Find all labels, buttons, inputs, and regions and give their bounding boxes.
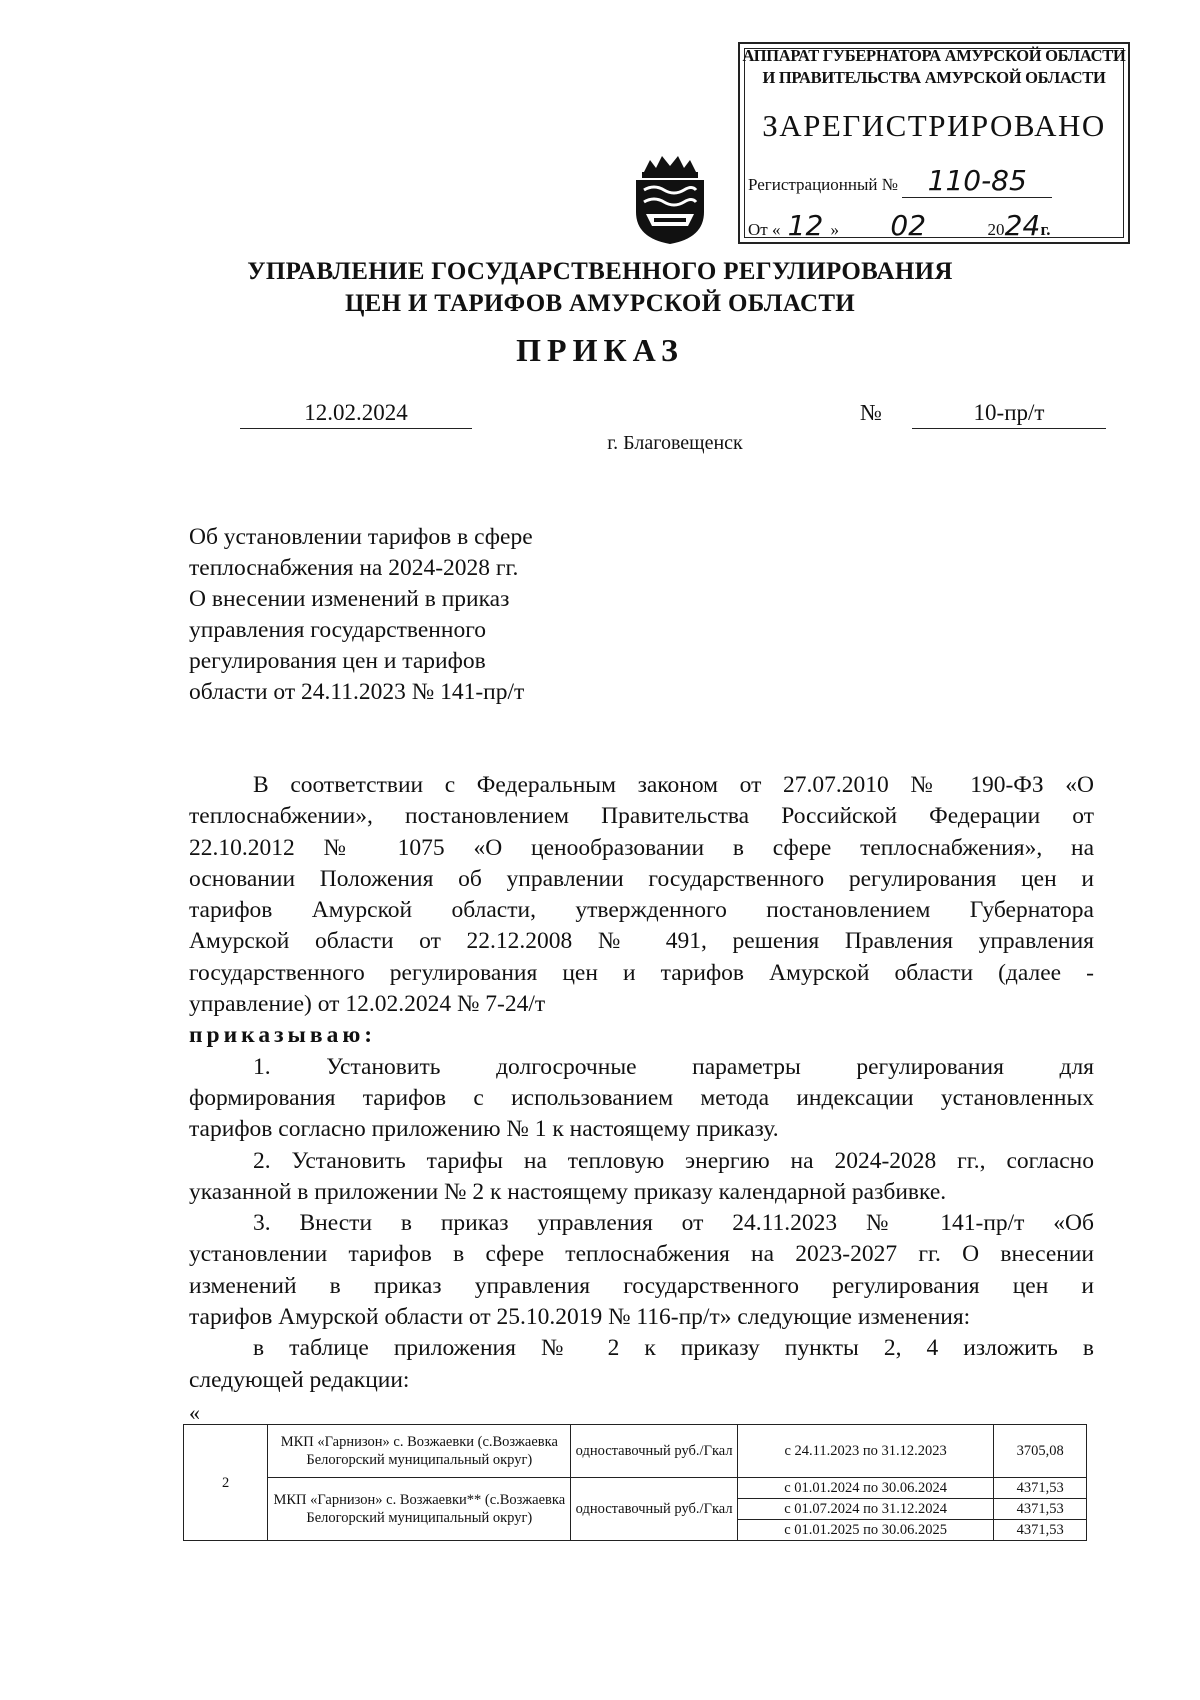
period-cell: с 24.11.2023 по 31.12.2023 [737,1425,994,1478]
tariff-value-cell: 3705,08 [994,1425,1087,1478]
tariff-type-cell: одноставочный руб./Гкал [571,1425,737,1478]
registration-stamp [738,42,1130,244]
item-3-line: установлении тарифов в сфере теплоснабжения на 2023-2027 гг. О внесении [189,1241,1094,1268]
preamble-line: тарифов Амурской области, утвержденного постановлением Губернатора [189,897,1094,924]
subject-line: области от 24.11.2023 № 141-пр/т [189,679,525,705]
document-type-title: ПРИКАЗ [516,332,684,368]
row-number-cell: 2 [184,1425,268,1541]
stamp-date-row [748,209,1120,243]
stamp-year-suffix: 24 [1004,209,1041,242]
organization-cell: МКП «Гарнизон» с. Возжаевки (с.Возжаевка Белогорский муниципальный округ) [268,1425,571,1478]
item-2-line: 2. Установить тарифы на тепловую энергию на 2024-2028 гг., согласно [253,1147,1094,1174]
tariff-type-cell: одноставочный руб./Гкал [571,1478,737,1541]
item-1-line: 1. Установить долгосрочные параметры регулирования для [253,1053,1094,1080]
quote-open: « [189,1400,200,1425]
tariff-value-cell: 4371,53 [994,1520,1087,1541]
stamp-reg-number: 110-85 [902,164,1052,198]
period-cell: с 01.01.2024 по 30.06.2024 [737,1478,994,1499]
stamp-header-line2: И ПРАВИТЕЛЬСТВА АМУРСКОЙ ОБЛАСТИ [762,68,1106,87]
order-subject [189,522,609,708]
item-1-line: тарифов согласно приложению № 1 к настоящему приказу. [189,1116,779,1143]
tariff-table [183,1424,1087,1541]
coat-of-arms-emblem [630,150,710,246]
preamble-line: теплоснабжении», постановлением Правительства Российской Федерации от [189,803,1094,830]
stamp-day: 12 [780,209,830,243]
item-3-line: тарифов Амурской области от 25.10.2019 № 116-пр/т» следующие изменения: [189,1304,971,1331]
order-body [189,770,1094,1396]
preamble-line: 22.10.2012 № 1075 «О ценообразовании в сфере теплоснабжения», на [189,834,1094,861]
preamble-line: управление) от 12.02.2024 № 7-24/т [189,991,546,1018]
org-name-line1: УПРАВЛЕНИЕ ГОСУДАРСТВЕННОГО РЕГУЛИРОВАНИЯ [247,258,953,285]
stamp-from-label: От « [748,220,781,239]
item-2-line: указанной в приложении № 2 к настоящему приказу календарной разбивке. [189,1178,947,1205]
preamble-line: Амурской области от 22.12.2008 № 491, решения Правления управления [189,928,1094,955]
subject-line: управления государственного [189,617,486,643]
stamp-header-line1: АППАРАТ ГУБЕРНАТОРА АМУРСКОЙ ОБЛАСТИ [742,46,1126,65]
amendment-line: в таблице приложения № 2 к приказу пункты 2, 4 изложить в [253,1335,1094,1362]
organization-cell: МКП «Гарнизон» с. Возжаевки** (с.Возжаевка Белогорский муниципальный округ) [268,1478,571,1541]
preamble-line: основании Положения об управлении государственного регулирования цен и [189,865,1094,892]
subject-line: О внесении изменений в приказ [189,586,510,612]
subject-line: регулирования цен и тарифов [189,648,486,674]
table-row [184,1478,1087,1499]
table-row [184,1425,1087,1478]
amendment-line: следующей редакции: [189,1366,410,1393]
subject-line: Об установлении тарифов в сфере [189,524,533,550]
order-date: 12.02.2024 [240,400,472,429]
item-1-line: формирования тарифов с использованием метода индексации установленных [189,1084,1094,1111]
stamp-reg-number-label: Регистрационный № [748,175,898,194]
org-name-line2: ЦЕН И ТАРИФОВ АМУРСКОЙ ОБЛАСТИ [344,290,856,317]
tariff-value-cell: 4371,53 [994,1478,1087,1499]
preamble-line: В соответствии с Федеральным законом от 27.07.2010 № 190-ФЗ «О [253,772,1094,798]
preamble-line: государственного регулирования цен и тарифов Амурской области (далее - [189,959,1094,986]
subject-line: теплоснабжения на 2024-2028 гг. [189,555,519,581]
stamp-year-end: г. [1040,220,1051,239]
city: г. Благовещенск [607,432,743,454]
stamp-month: 02 [843,209,973,243]
stamp-reg-number-row [748,164,1052,198]
stamp-year-prefix: 20 [987,220,1005,239]
period-cell: с 01.07.2024 по 31.12.2024 [737,1499,994,1520]
stamp-registered: ЗАРЕГИСТРИРОВАНО [762,108,1106,143]
tariff-value-cell: 4371,53 [994,1499,1087,1520]
order-number: 10-пр/т [912,400,1106,429]
order-word: приказываю: [189,1022,377,1049]
period-cell: с 01.01.2025 по 30.06.2025 [737,1520,994,1541]
order-number-sign: № [860,400,882,425]
item-3-line: 3. Внести в приказ управления от 24.11.2023 № 141-пр/т «Об [253,1210,1094,1237]
stamp-day-close: » [830,220,839,239]
item-3-line: изменений в приказ управления государственного регулирования цен и [189,1272,1094,1299]
